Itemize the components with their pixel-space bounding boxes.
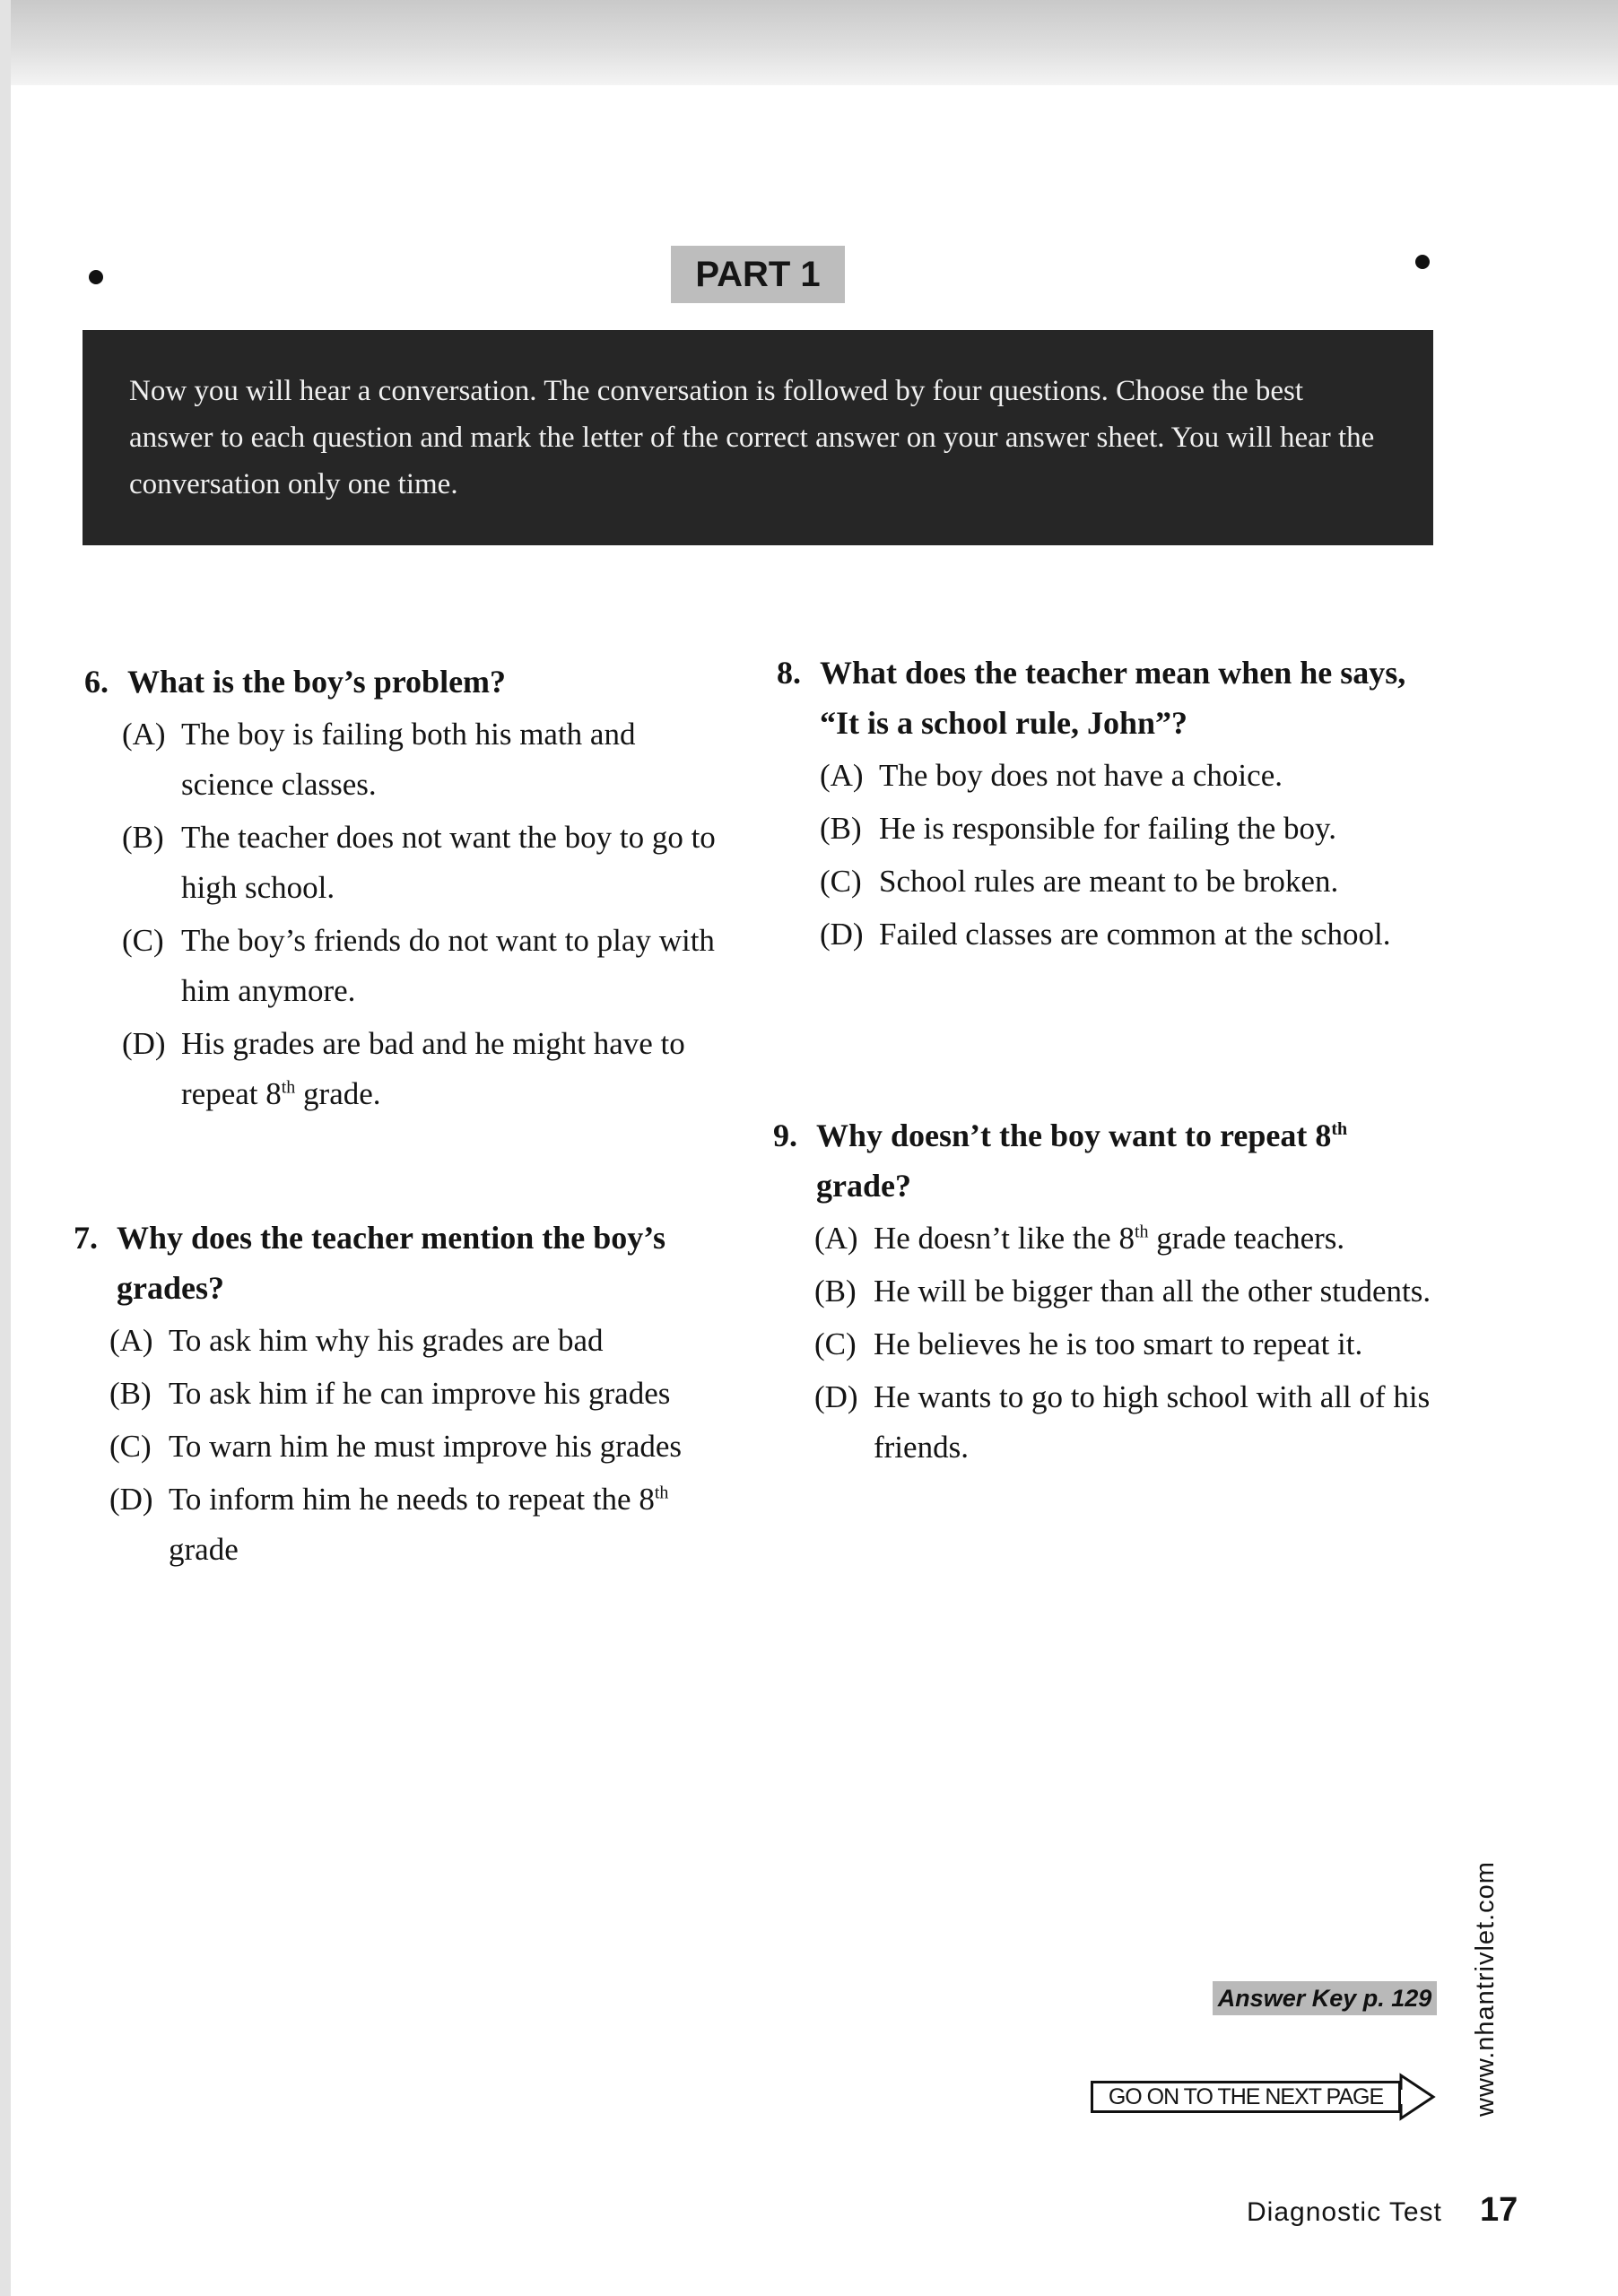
option-text-part: He doesn’t like the 8 (874, 1221, 1135, 1256)
option-text (181, 1026, 685, 1111)
option-letter: (D) (122, 1026, 166, 1061)
option-c (109, 1422, 737, 1472)
superscript: th (654, 1483, 669, 1503)
option-text: The boy is failing both his math and science classes. (181, 717, 636, 802)
option-letter: (B) (814, 1274, 857, 1309)
footer-section-label: Diagnostic Test (1247, 2197, 1442, 2227)
question-6 (84, 657, 730, 1119)
answer-key-label: Answer Key p. 129 (1213, 1981, 1437, 2015)
question-7 (74, 1213, 737, 1575)
page-number: 17 (1480, 2191, 1518, 2229)
question-text (773, 1110, 1437, 1211)
question-prompt: What is the boy’s problem? (127, 664, 507, 700)
option-text (169, 1482, 668, 1567)
option-letter: (C) (109, 1429, 152, 1464)
option-text-part: grade (169, 1532, 239, 1567)
option-text: He wants to go to high school with all of his friends. (874, 1379, 1431, 1465)
option-text: To ask him if he can improve his grades (169, 1376, 671, 1411)
option-letter: (A) (814, 1221, 858, 1256)
option-d (109, 1474, 737, 1575)
scan-edge-top (0, 0, 1618, 85)
question-text (84, 657, 730, 707)
option-b (820, 804, 1422, 854)
question-9 (773, 1110, 1437, 1473)
option-letter: (B) (109, 1376, 152, 1411)
option-letter: (B) (122, 820, 164, 855)
option-letter: (B) (820, 811, 862, 846)
option-text: He is responsible for failing the boy. (879, 811, 1336, 846)
option-text: He will be bigger than all the other students. (874, 1274, 1431, 1309)
website-watermark (1460, 1830, 1514, 2117)
question-number: 6. (84, 664, 109, 700)
option-d (820, 909, 1422, 960)
question-text (777, 648, 1422, 748)
option-letter: (D) (814, 1379, 858, 1414)
go-on-next-page-label: GO ON TO THE NEXT PAGE (1091, 2081, 1401, 2113)
option-text: The boy’s friends do not want to play with him anymore. (181, 923, 715, 1008)
question-number: 9. (773, 1118, 797, 1153)
question-prompt (816, 1118, 1347, 1204)
option-c (820, 857, 1422, 907)
option-text: To ask him why his grades are bad (169, 1323, 604, 1358)
option-letter: (D) (820, 917, 864, 952)
option-b (109, 1369, 737, 1419)
option-b (122, 813, 730, 913)
question-text-part: grade? (816, 1168, 911, 1204)
option-letter: (D) (109, 1482, 153, 1517)
option-a (122, 709, 730, 810)
question-prompt: What does the teacher mean when he says, “It is a school rule, John”? (820, 655, 1406, 741)
option-letter: (A) (122, 717, 166, 752)
option-c (814, 1319, 1437, 1370)
option-text: He believes he is too smart to repeat it. (874, 1326, 1363, 1361)
question-text-part: Why doesn’t the boy want to repeat 8 (816, 1118, 1332, 1153)
option-text-part: His grades are bad and he might have to repeat 8 (181, 1026, 685, 1111)
option-text-part: To inform him he needs to repeat the 8 (169, 1482, 655, 1517)
question-8 (777, 648, 1422, 960)
option-text: The teacher does not want the boy to go to high school. (181, 820, 716, 905)
option-letter: (C) (814, 1326, 857, 1361)
option-text: Failed classes are common at the school. (879, 917, 1391, 952)
option-text: To warn him he must improve his grades (169, 1429, 683, 1464)
question-prompt: Why does the teacher mention the boy’s grades? (117, 1220, 665, 1306)
option-text (874, 1221, 1344, 1256)
arrow-right-icon (1397, 2070, 1439, 2124)
question-text (74, 1213, 737, 1313)
option-a (814, 1213, 1437, 1264)
option-a (820, 751, 1422, 801)
option-letter: (A) (109, 1323, 153, 1358)
option-text: The boy does not have a choice. (879, 758, 1283, 793)
superscript: th (1331, 1119, 1348, 1139)
option-b (814, 1266, 1437, 1317)
option-text-part: grade. (295, 1076, 381, 1111)
question-number: 8. (777, 655, 801, 691)
option-text: School rules are meant to be broken. (879, 864, 1339, 899)
watermark-text: www.nhantrivlet.com (1471, 1861, 1500, 2117)
instructions-box: Now you will hear a conversation. The conversation is followed by four questions. Choose the best answer to each question and mark the letter of the correct answer on your answer sheet. You will hear the conversation only one time. (83, 330, 1433, 545)
option-d (814, 1372, 1437, 1473)
option-d (122, 1019, 730, 1119)
option-text-part: grade teachers. (1148, 1221, 1345, 1256)
superscript: th (1134, 1222, 1149, 1242)
option-a (109, 1316, 737, 1366)
part-label: PART 1 (671, 246, 845, 303)
option-c (122, 916, 730, 1016)
option-letter: (C) (820, 864, 862, 899)
scan-edge-left (0, 0, 11, 2296)
question-number: 7. (74, 1220, 98, 1256)
superscript: th (281, 1077, 296, 1098)
binding-hole-left (89, 270, 103, 284)
option-letter: (A) (820, 758, 864, 793)
binding-hole-right (1415, 255, 1430, 269)
option-letter: (C) (122, 923, 164, 958)
